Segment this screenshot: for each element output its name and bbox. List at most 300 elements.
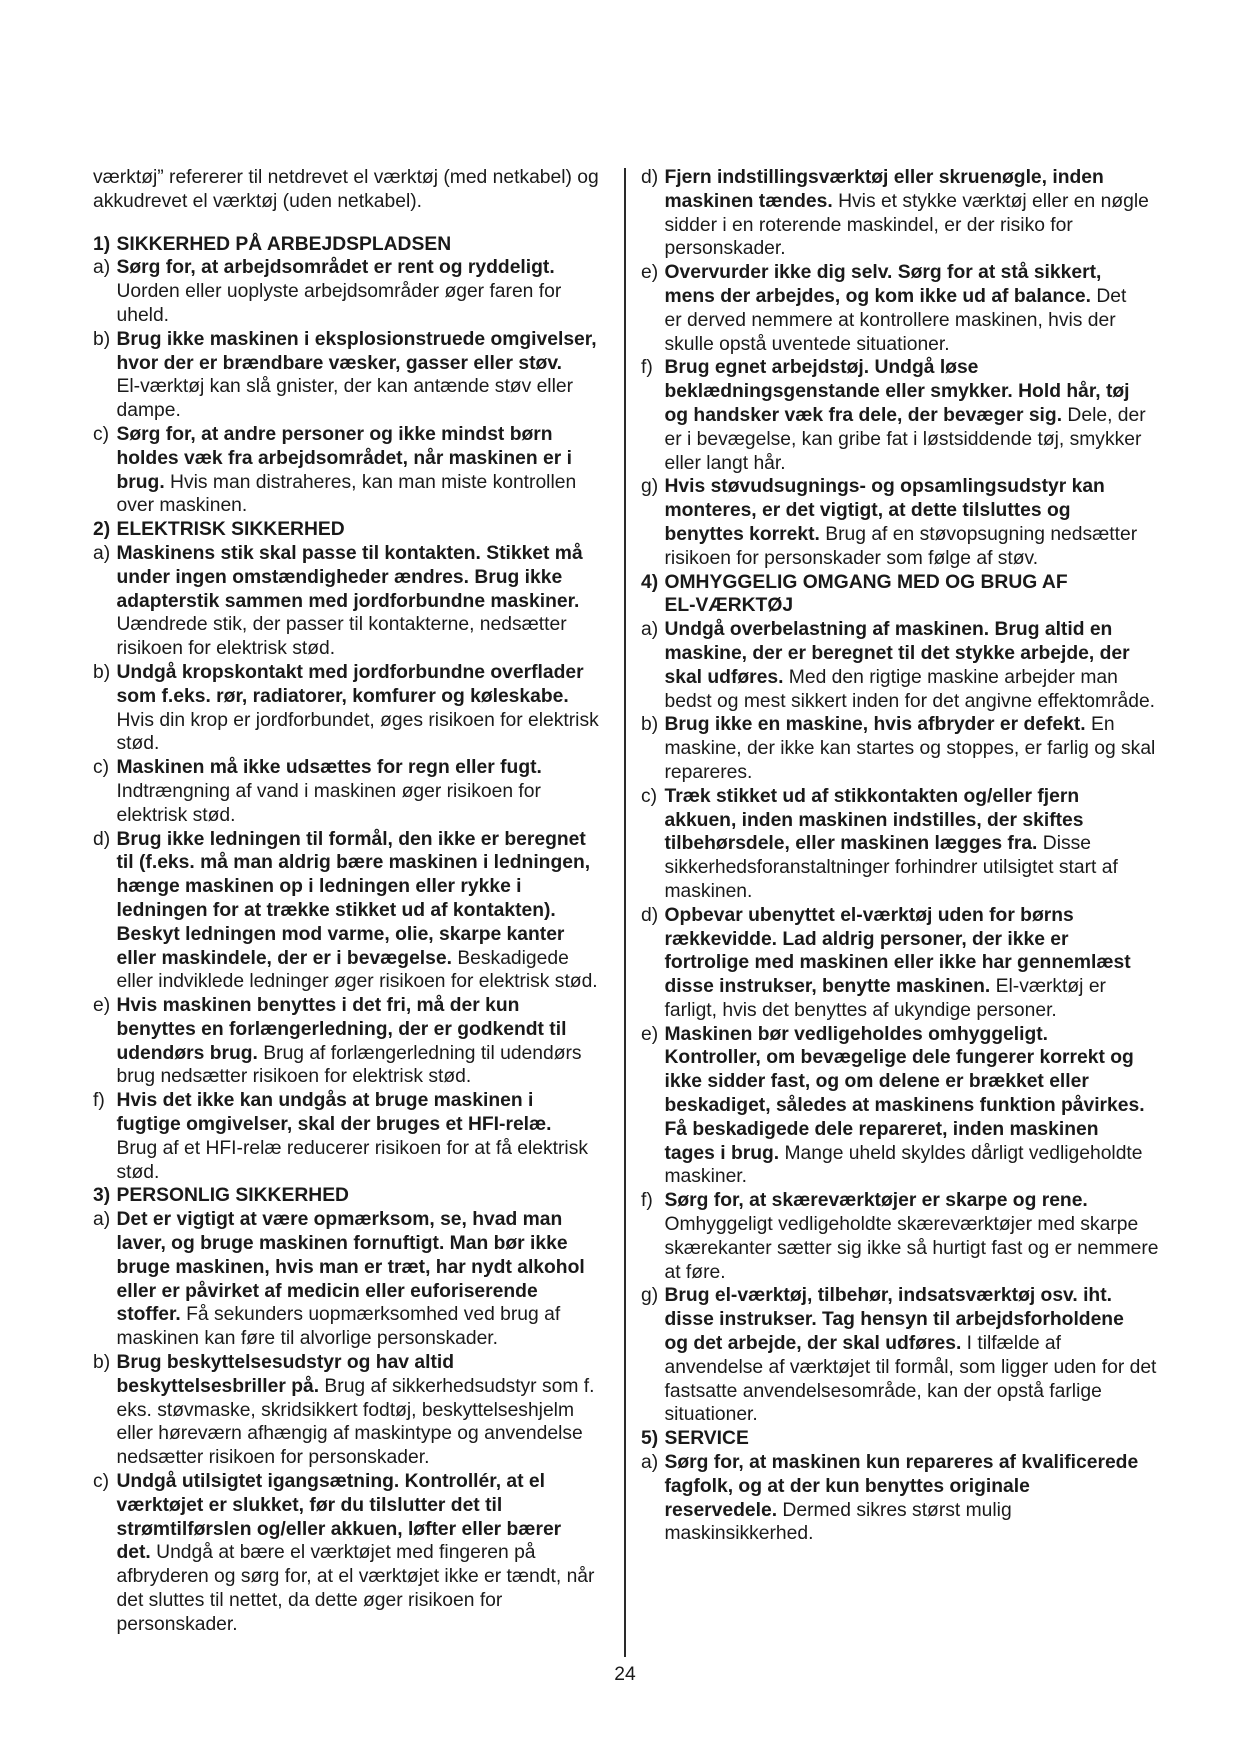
bold-text: Maskinen må ikke udsættes for regn eller fugt. <box>116 757 542 779</box>
bold-text: stoffer. <box>116 1304 181 1326</box>
text-line <box>117 1327 619 1351</box>
bold-text: Brug beskyttelsesudstyr og hav altid <box>116 1352 455 1374</box>
body-text: risikoen for elektrisk stød. <box>116 638 336 660</box>
instruction-item <box>93 756 618 827</box>
instruction-item <box>93 1351 618 1470</box>
item-label: 4) <box>641 571 659 593</box>
body-text: bedst og mest sikkert inden for det angivne effektområde. <box>664 690 1156 712</box>
body-text: Brug af en støvopsugning nedsætter <box>819 523 1138 545</box>
body-text: Hvis et stykke værktøj eller en nøgle <box>832 190 1149 212</box>
section-heading <box>641 1427 1206 1451</box>
body-text: skærekanter sætter sig ikke så hurtigt fast og er nemmere <box>664 1237 1159 1259</box>
text-line <box>117 423 619 447</box>
body-text: fastsatte anvendelsesområde, kan der opstå farlige <box>664 1380 1102 1402</box>
bold-text: holdes væk fra arbejdsområdet, når maskinen er i <box>116 447 572 469</box>
body-text: maskinen. <box>664 880 753 902</box>
body-text: det sluttes til nettet, da dette øger risikoen for <box>116 1590 503 1612</box>
bold-text: SERVICE <box>664 1428 749 1450</box>
bold-text: Brug ikke en maskine, hvis afbryder er defekt. <box>664 714 1086 736</box>
body-text: afbryderen og sørg for, at el værktøjet ikke er tændt, når <box>116 1566 595 1588</box>
bold-text: Sørg for, at maskinen kun repareres af kvalificerede <box>664 1452 1139 1474</box>
text-line <box>117 732 619 756</box>
bold-text: brug. <box>116 471 165 493</box>
bold-text: monteres, er det vigtigt, at dette tilsluttes og <box>664 500 1071 522</box>
text-line <box>117 851 619 875</box>
text-line <box>665 380 1207 404</box>
body-text: Brug af forlængerledning til udendørs <box>257 1042 582 1064</box>
text-line <box>665 666 1207 690</box>
item-body <box>665 1023 1207 1190</box>
item-label: a) <box>641 1452 659 1474</box>
item-label: c) <box>93 1471 110 1493</box>
text-line <box>117 518 619 542</box>
body-text: Dermed sikres størst mulig <box>777 1499 1012 1521</box>
instruction-item <box>641 1189 1206 1284</box>
text-line <box>665 475 1207 499</box>
item-body <box>117 328 619 423</box>
body-text: Få sekunders uopmærksomhed ved brug af <box>180 1304 561 1326</box>
item-label: f) <box>641 357 653 379</box>
body-text: er i bevægelse, kan gribe fat i løstsiddende tøj, smykker <box>664 428 1142 450</box>
text-line <box>117 280 619 304</box>
bold-text: maskinen tændes. <box>664 190 833 212</box>
body-text: Undgå at bære el værktøjet med fingeren på <box>150 1542 536 1564</box>
item-body <box>117 994 619 1089</box>
bold-text: hvor der er brændbare væsker, gasser eller støv. <box>116 352 562 374</box>
text-line <box>117 1303 619 1327</box>
instruction-item <box>93 994 618 1089</box>
text-line <box>117 304 619 328</box>
item-label: f) <box>93 1090 105 1112</box>
bold-text: hænge maskinen op i ledningen eller rykke i <box>116 876 522 898</box>
bold-text: Opbevar ubenyttet el-værktøj uden for børns <box>664 904 1074 926</box>
text-line <box>117 613 619 637</box>
bold-text: Hvis støvudsugnings- og opsamlingsudstyr kan <box>664 476 1105 498</box>
bold-text: fugtige omgivelser, skal der bruges et HFI-relæ. <box>116 1114 552 1136</box>
body-text: elektrisk stød. <box>116 804 236 826</box>
item-label: a) <box>93 1209 111 1231</box>
text-line <box>665 237 1207 261</box>
text-line <box>117 1589 619 1613</box>
bold-text: fagfolk, og at der kun benyttes originale <box>664 1475 1030 1497</box>
text-line <box>665 452 1207 476</box>
item-label: b) <box>93 328 111 350</box>
text-line <box>117 1184 619 1208</box>
bold-text: beskadiget, således at maskinens funktion påvirkes. <box>664 1095 1145 1117</box>
left-column <box>93 166 618 1637</box>
column-divider <box>624 168 626 1657</box>
item-body <box>117 423 619 518</box>
text-line <box>117 542 619 566</box>
text-line <box>665 1308 1207 1332</box>
text-line <box>117 1018 619 1042</box>
text-line <box>117 828 619 852</box>
text-line <box>665 999 1207 1023</box>
text-line <box>665 642 1207 666</box>
instruction-item <box>641 713 1206 784</box>
text-line <box>117 1042 619 1066</box>
text-line <box>117 899 619 923</box>
text-line <box>117 352 619 376</box>
bold-text: disse instrukser, benytte maskinen. <box>664 976 991 998</box>
body-text: situationer. <box>664 1404 758 1426</box>
text-line <box>117 947 619 971</box>
bold-text: SIKKERHED PÅ ARBEJDSPLADSEN <box>116 233 452 255</box>
body-text: eller langt hår. <box>664 452 786 474</box>
item-label: b) <box>641 714 659 736</box>
text-line <box>665 761 1207 785</box>
text-line <box>117 1375 619 1399</box>
body-text: skulle opstå uventede situationer. <box>664 333 950 355</box>
text-line <box>117 1565 619 1589</box>
body-text: sikkerhedsforanstaltninger forhindrer utilsigtet start af <box>664 857 1118 879</box>
text-line <box>665 594 1207 618</box>
text-line <box>665 1403 1207 1427</box>
text-line <box>665 404 1207 428</box>
instruction-item <box>93 1470 618 1637</box>
bold-text: eller er påvirket af medicin eller euforiserende <box>116 1280 538 1302</box>
body-text: El-værktøj er <box>990 976 1106 998</box>
text-line <box>117 804 619 828</box>
text-line <box>117 471 619 495</box>
instruction-item <box>641 166 1206 261</box>
body-text: over maskinen. <box>116 495 248 517</box>
bold-text: akkuen, inden maskinen indstilles, der skiftes <box>664 809 1084 831</box>
body-text: maskiner. <box>664 1166 748 1188</box>
item-body <box>665 1189 1207 1284</box>
section-heading <box>93 233 618 257</box>
bold-text: Brug el-værktøj, tilbehør, indsatsværktøj osv. iht. <box>664 1285 1112 1307</box>
body-text: El-værktøj kan slå gnister, der kan antænde støv eller <box>116 376 574 398</box>
text-line <box>117 1351 619 1375</box>
bold-text: laver, og bruge maskinen fornuftigt. Man bør ikke <box>116 1233 568 1255</box>
text-line <box>117 1089 619 1113</box>
bold-text: tages i brug. <box>664 1142 780 1164</box>
text-line <box>117 494 619 518</box>
text-line <box>665 1094 1207 1118</box>
item-label: 3) <box>93 1185 111 1207</box>
text-line <box>665 1427 1207 1451</box>
item-label: e) <box>641 1023 659 1045</box>
item-label: c) <box>93 423 110 445</box>
bold-text: værktøjet er slukket, før du tilslutter det til <box>116 1494 503 1516</box>
body-text: dampe. <box>116 400 181 422</box>
bold-text: til (f.eks. må man aldrig bære maskinen i ledningen, <box>116 852 591 874</box>
bold-text: maskine, der er beregnet til det stykke arbejde, der <box>664 642 1130 664</box>
bold-text: Det er vigtigt at være opmærksom, se, hvad man <box>116 1209 563 1231</box>
bold-text: Undgå kropskontakt med jordforbundne overflader <box>116 661 584 683</box>
item-body <box>117 518 619 542</box>
text-line <box>665 1332 1207 1356</box>
text-line <box>665 1475 1207 1499</box>
bold-text: Træk stikket ud af stikkontakten og/eller fjern <box>664 785 1080 807</box>
item-body <box>117 661 619 756</box>
instruction-item <box>641 618 1206 713</box>
text-line <box>93 166 618 190</box>
body-text: Omhyggeligt vedligeholdte skæreværktøjer med skarpe <box>664 1214 1139 1236</box>
bold-text: Brug ikke maskinen i eksplosionstruede omgivelser, <box>116 328 597 350</box>
item-label: e) <box>641 262 659 284</box>
text-line <box>117 1232 619 1256</box>
text-line <box>665 428 1207 452</box>
instruction-item <box>93 423 618 518</box>
text-line <box>665 618 1207 642</box>
text-line <box>117 1470 619 1494</box>
text-line <box>665 1237 1207 1261</box>
item-label: 2) <box>93 519 111 541</box>
text-line <box>117 590 619 614</box>
item-body <box>665 785 1207 904</box>
text-line <box>665 1189 1207 1213</box>
instruction-item <box>93 328 618 423</box>
item-body <box>117 256 619 327</box>
body-text: stød. <box>116 733 160 755</box>
bold-text: PERSONLIG SIKKERHED <box>116 1185 349 1207</box>
body-text: sidder i en roterende maskindel, er der risiko for <box>664 214 1073 236</box>
instruction-item <box>641 904 1206 1023</box>
instruction-item <box>93 661 618 756</box>
bold-text: som f.eks. rør, radiatorer, komfurer og køleskabe. <box>116 685 569 707</box>
body-text: er derved nemmere at kontrollere maskinen, hvis der <box>664 309 1116 331</box>
item-label: d) <box>93 828 111 850</box>
text-line <box>117 637 619 661</box>
bold-text: mens der arbejdes, og kom ikke ud af balance. <box>664 285 1091 307</box>
body-text: akkudrevet el værktøj (uden netkabel). <box>93 190 423 212</box>
text-line <box>665 904 1207 928</box>
body-text: Brug af sikkerhedsudstyr som f. <box>319 1375 595 1397</box>
text-line <box>665 1284 1207 1308</box>
body-text: eller indviklede ledninger øger risikoen for elektrisk stød. <box>116 971 598 993</box>
text-line <box>117 566 619 590</box>
body-text: risikoen for personskader som følge af støv. <box>664 547 1039 569</box>
text-line <box>665 523 1207 547</box>
text-line <box>117 1113 619 1137</box>
item-label: c) <box>93 757 110 779</box>
body-text: Uorden eller uoplyste arbejdsområder øger faren for <box>116 281 562 303</box>
text-line <box>117 1518 619 1542</box>
text-line <box>665 785 1207 809</box>
body-text: eller høreværn afhængig af maskintype og anvendelse <box>116 1423 583 1445</box>
text-line <box>117 1137 619 1161</box>
instruction-item <box>641 475 1206 570</box>
text-line <box>117 1541 619 1565</box>
text-line <box>665 1380 1207 1404</box>
text-line <box>665 975 1207 999</box>
item-body <box>117 756 619 827</box>
text-line <box>665 1499 1207 1523</box>
text-line <box>665 333 1207 357</box>
item-body <box>117 828 619 995</box>
right-column <box>641 166 1206 1546</box>
body-text: maskinen kan føre til alvorlige personskader. <box>116 1328 499 1350</box>
item-body <box>117 1208 619 1351</box>
body-text: Med den rigtige maskine arbejder man <box>783 666 1118 688</box>
item-body <box>117 1089 619 1184</box>
text-line <box>117 1494 619 1518</box>
text-line <box>665 1118 1207 1142</box>
text-line <box>117 685 619 709</box>
text-line <box>665 1522 1207 1546</box>
text-line <box>117 1613 619 1637</box>
item-label: d) <box>641 904 659 926</box>
text-line <box>665 1356 1207 1380</box>
body-text: stød. <box>116 1161 160 1183</box>
text-line <box>117 328 619 352</box>
section-heading <box>93 518 618 542</box>
body-text: uheld. <box>116 304 170 326</box>
bold-text: Maskinen bør vedligeholdes omhyggeligt. <box>664 1023 1049 1045</box>
text-line <box>117 1422 619 1446</box>
item-label: 1) <box>93 233 111 255</box>
item-label: f) <box>641 1190 653 1212</box>
body-text: anvendelse af værktøjet til formål, som ligger uden for det <box>664 1356 1157 1378</box>
text-line <box>665 356 1207 380</box>
item-label: c) <box>641 785 658 807</box>
body-text: maskinsikkerhed. <box>664 1523 814 1545</box>
bold-text: OMHYGGELIG OMGANG MED OG BRUG AF <box>664 571 1068 593</box>
item-body <box>665 356 1207 475</box>
bold-text: beskyttelsesbriller på. <box>116 1375 320 1397</box>
item-label: a) <box>93 542 111 564</box>
item-body <box>117 233 619 257</box>
section-heading <box>93 1184 618 1208</box>
text-line <box>665 309 1207 333</box>
text-line <box>117 375 619 399</box>
bold-text: udendørs brug. <box>116 1042 258 1064</box>
instruction-item <box>641 785 1206 904</box>
item-label: 5) <box>641 1428 659 1450</box>
text-line <box>665 1023 1207 1047</box>
text-line <box>665 690 1207 714</box>
text-line <box>665 713 1207 737</box>
body-text: En <box>1085 714 1115 736</box>
item-label: a) <box>93 257 111 279</box>
bold-text: tilbehørsdele, eller maskinen lægges fra. <box>664 833 1038 855</box>
item-body <box>93 166 618 214</box>
body-text: Hvis man distraheres, kan man miste kontrollen <box>164 471 577 493</box>
body-text: Disse <box>1037 833 1091 855</box>
text-line <box>117 1446 619 1470</box>
text-line <box>117 875 619 899</box>
instruction-item <box>641 261 1206 356</box>
bold-text: Sørg for, at andre personer og ikke mindst børn <box>116 423 553 445</box>
instruction-item <box>641 356 1206 475</box>
item-label: b) <box>93 661 111 683</box>
text-line <box>117 1399 619 1423</box>
item-body <box>665 475 1207 570</box>
bold-text: fortrolige med maskinen eller ikke har gennemlæst <box>664 952 1131 974</box>
text-line <box>117 780 619 804</box>
body-text: eks. støvmaske, skridsikkert fodtøj, beskyttelseshjelm <box>116 1399 575 1421</box>
item-body <box>665 1427 1207 1451</box>
text-line <box>117 1208 619 1232</box>
text-line <box>665 571 1207 595</box>
text-line <box>665 1261 1207 1285</box>
text-line <box>665 285 1207 309</box>
intro-paragraph <box>93 166 618 214</box>
item-body <box>117 542 619 661</box>
bold-text: bruge maskinen, hvis man er træt, har nydt alkohol <box>116 1256 585 1278</box>
body-text: at føre. <box>664 1261 726 1283</box>
bold-text: det. <box>116 1542 151 1564</box>
text-line <box>117 399 619 423</box>
bold-text: ledningen for at trække stikket ud af kontakten). <box>116 899 556 921</box>
text-line <box>665 832 1207 856</box>
body-text: Det <box>1091 285 1127 307</box>
bold-text: Brug ikke ledningen til formål, den ikke er beregnet <box>116 828 586 850</box>
item-body <box>665 1284 1207 1427</box>
bold-text: Få beskadigede dele repareret, inden maskinen <box>664 1118 1099 1140</box>
text-line <box>117 1065 619 1089</box>
bold-text: Undgå overbelastning af maskinen. Brug altid en <box>664 619 1113 641</box>
instruction-item <box>93 542 618 661</box>
body-text: repareres. <box>664 761 753 783</box>
instruction-item <box>93 1208 618 1351</box>
text-line <box>93 190 618 214</box>
instruction-item <box>93 1089 618 1184</box>
text-line <box>117 709 619 733</box>
text-line <box>665 190 1207 214</box>
text-line <box>665 1070 1207 1094</box>
text-line <box>665 214 1207 238</box>
text-line <box>665 1213 1207 1237</box>
bold-text: eller maskindele, der er i bevægelse. <box>116 947 452 969</box>
body-text: Brug af et HFI-relæ reducerer risikoen for at få elektrisk <box>116 1137 588 1159</box>
bold-text: Overvurder ikke dig selv. Sørg for at stå sikkert, <box>664 262 1102 284</box>
text-line <box>665 737 1207 761</box>
text-line <box>117 447 619 471</box>
body-text: maskine, der ikke kan startes og stoppes, er farlig og skal <box>664 738 1156 760</box>
body-text: Uændrede stik, der passer til kontakterne, nedsætter <box>116 614 567 636</box>
bold-text: Brug egnet arbejdstøj. Undgå løse <box>664 357 979 379</box>
instruction-item <box>641 1284 1206 1427</box>
item-body <box>117 1470 619 1637</box>
text-line <box>117 756 619 780</box>
body-text: Indtrængning af vand i maskinen øger risikoen for <box>116 780 541 802</box>
item-body <box>665 571 1207 619</box>
text-line <box>117 970 619 994</box>
body-text: værktøj” refererer til netdrevet el værktøj (med netkabel) og <box>93 167 599 188</box>
bold-text: ikke sidder fast, og om delene er brækket eller <box>664 1071 1089 1093</box>
bold-text: under ingen omstændigheder ændres. Brug ikke <box>116 566 563 588</box>
item-body <box>117 1351 619 1470</box>
item-label: g) <box>641 1285 659 1307</box>
bold-text: rækkevidde. Lad aldrig personer, der ikke er <box>664 928 1069 950</box>
text-line <box>665 1165 1207 1189</box>
bold-text: skal udføres. <box>664 666 784 688</box>
bold-text: reservedele. <box>664 1499 778 1521</box>
bold-text: og handsker væk fra dele, der bevæger sig. <box>664 404 1063 426</box>
bold-text: og det arbejde, der skal udføres. <box>664 1333 962 1355</box>
item-body <box>665 904 1207 1023</box>
body-text: I tilfælde af <box>961 1333 1061 1355</box>
text-line <box>665 261 1207 285</box>
bold-text: Hvis maskinen benyttes i det fri, må der kun <box>116 995 520 1017</box>
text-line <box>665 166 1207 190</box>
body-text: farligt, hvis det benyttes af ukyndige personer. <box>664 999 1057 1021</box>
text-line <box>117 256 619 280</box>
text-line <box>117 233 619 257</box>
body-text: Beskadigede <box>451 947 569 969</box>
body-text: Hvis din krop er jordforbundet, øges risikoen for elektrisk <box>116 709 599 731</box>
bold-text: Sørg for, at arbejdsområdet er rent og ryddeligt. <box>116 257 555 279</box>
text-line <box>117 1256 619 1280</box>
text-line <box>665 499 1207 523</box>
bold-text: disse instrukser. Tag hensyn til arbejdsforholdene <box>664 1309 1124 1331</box>
item-label: b) <box>93 1352 111 1374</box>
body-text: Dele, der <box>1062 404 1146 426</box>
instruction-item <box>641 1451 1206 1546</box>
